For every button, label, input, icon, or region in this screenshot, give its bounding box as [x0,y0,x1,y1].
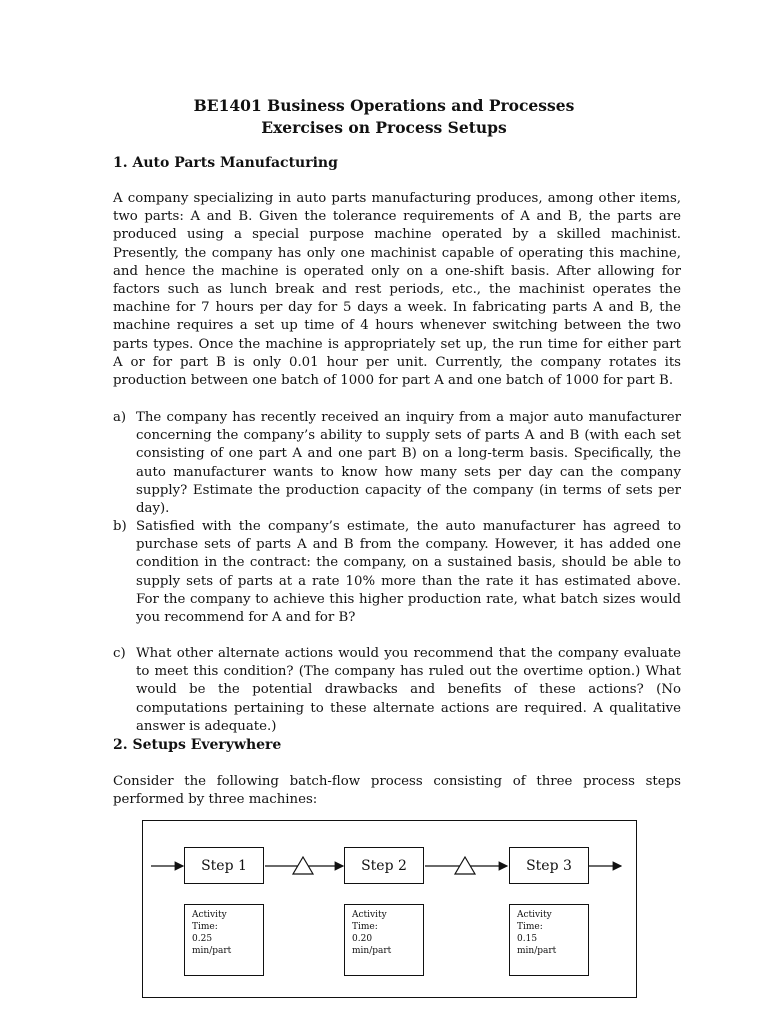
step-2-box: Step 2 [344,847,424,884]
step-2-activity-box [344,904,424,976]
time-label: Time: [192,922,218,932]
time-unit: min/part [517,946,557,956]
question-c [113,645,681,736]
question-b [113,518,681,627]
question-a-label: a) [113,410,127,425]
section2-paragraph: Consider the following batch-flow process consisting of three process steps performed by three machines: [113,774,681,808]
document-title: BE1401 Business Operations and Processes [193,96,575,115]
section1-heading: 1. Auto Parts Manufacturing [113,155,338,171]
step-1-box: Step 1 [184,847,264,884]
question-a-text: The company has recently received an inquiry from a major auto manufacturer concerning the company’s ability to supply sets of parts A and B (with each set consisting of one part A and one part B) on a long-term basis. Specifically, the auto manufacturer wants to know how many sets per day can the company supply? Estimate the production capacity of the company (in terms of sets per day). [136,410,681,517]
question-b-label: b) [113,519,127,534]
process-flow-diagram [142,820,637,998]
time-label: Time: [352,922,378,932]
question-c-text: What other alternate actions would you recommend that the company evaluate to meet this condition? (The company has ruled out the overtime option.) What would be the potential drawbacks and benefits of these actions? (No computations pertaining to these alternate actions are required. A qualitative answer is adequate.) [136,646,681,734]
step-1-activity-box [184,904,264,976]
time-label: Time: [517,922,543,932]
step-3-activity-box [509,904,589,976]
document-subtitle: Exercises on Process Setups [261,118,507,137]
time-unit: min/part [192,946,232,956]
activity-label: Activity [192,910,227,920]
activity-label: Activity [352,910,387,920]
time-value: 0.15 [517,934,538,944]
time-value: 0.25 [192,934,213,944]
section1-paragraph: A company specializing in auto parts manufacturing produces, among other items, two parts: A and B. Given the tolerance requirements of A and B, the parts are produced using a special purpose machine operated by a skilled machinist. Presently, the company has only one machinist capable of operating this machine, and hence the machine is operated only on a one-shift basis. After allowing for factors such as lunch break and rest periods, etc., the machinist operates the machine for 7 hours per day for 5 days a week. In fabricating parts A and B, the machine requires a set up time of 4 hours whenever switching between the two parts types. Once the machine is appropriately set up, the run time for either part A or for part B is only 0.01 hour per unit. Currently, the company rotates its production between one batch of 1000 for part A and one batch of 1000 for part B. [113,191,681,389]
activity-label: Activity [517,910,552,920]
step-3-box: Step 3 [509,847,589,884]
question-b-text: Satisfied with the company’s estimate, the auto manufacturer has agreed to purchase sets of parts A and B from the company. However, it has added one condition in the contract: the company, on a sustained basis, should be able to supply sets of parts at a rate 10% more than the rate it has estimated above. For the company to achieve this higher production rate, what batch sizes would you recommend for A and for B? [136,519,681,626]
question-c-label: c) [113,646,126,661]
question-a [113,409,681,518]
time-unit: min/part [352,946,392,956]
time-value: 0.20 [352,934,373,944]
section2-heading: 2. Setups Everywhere [113,737,282,753]
